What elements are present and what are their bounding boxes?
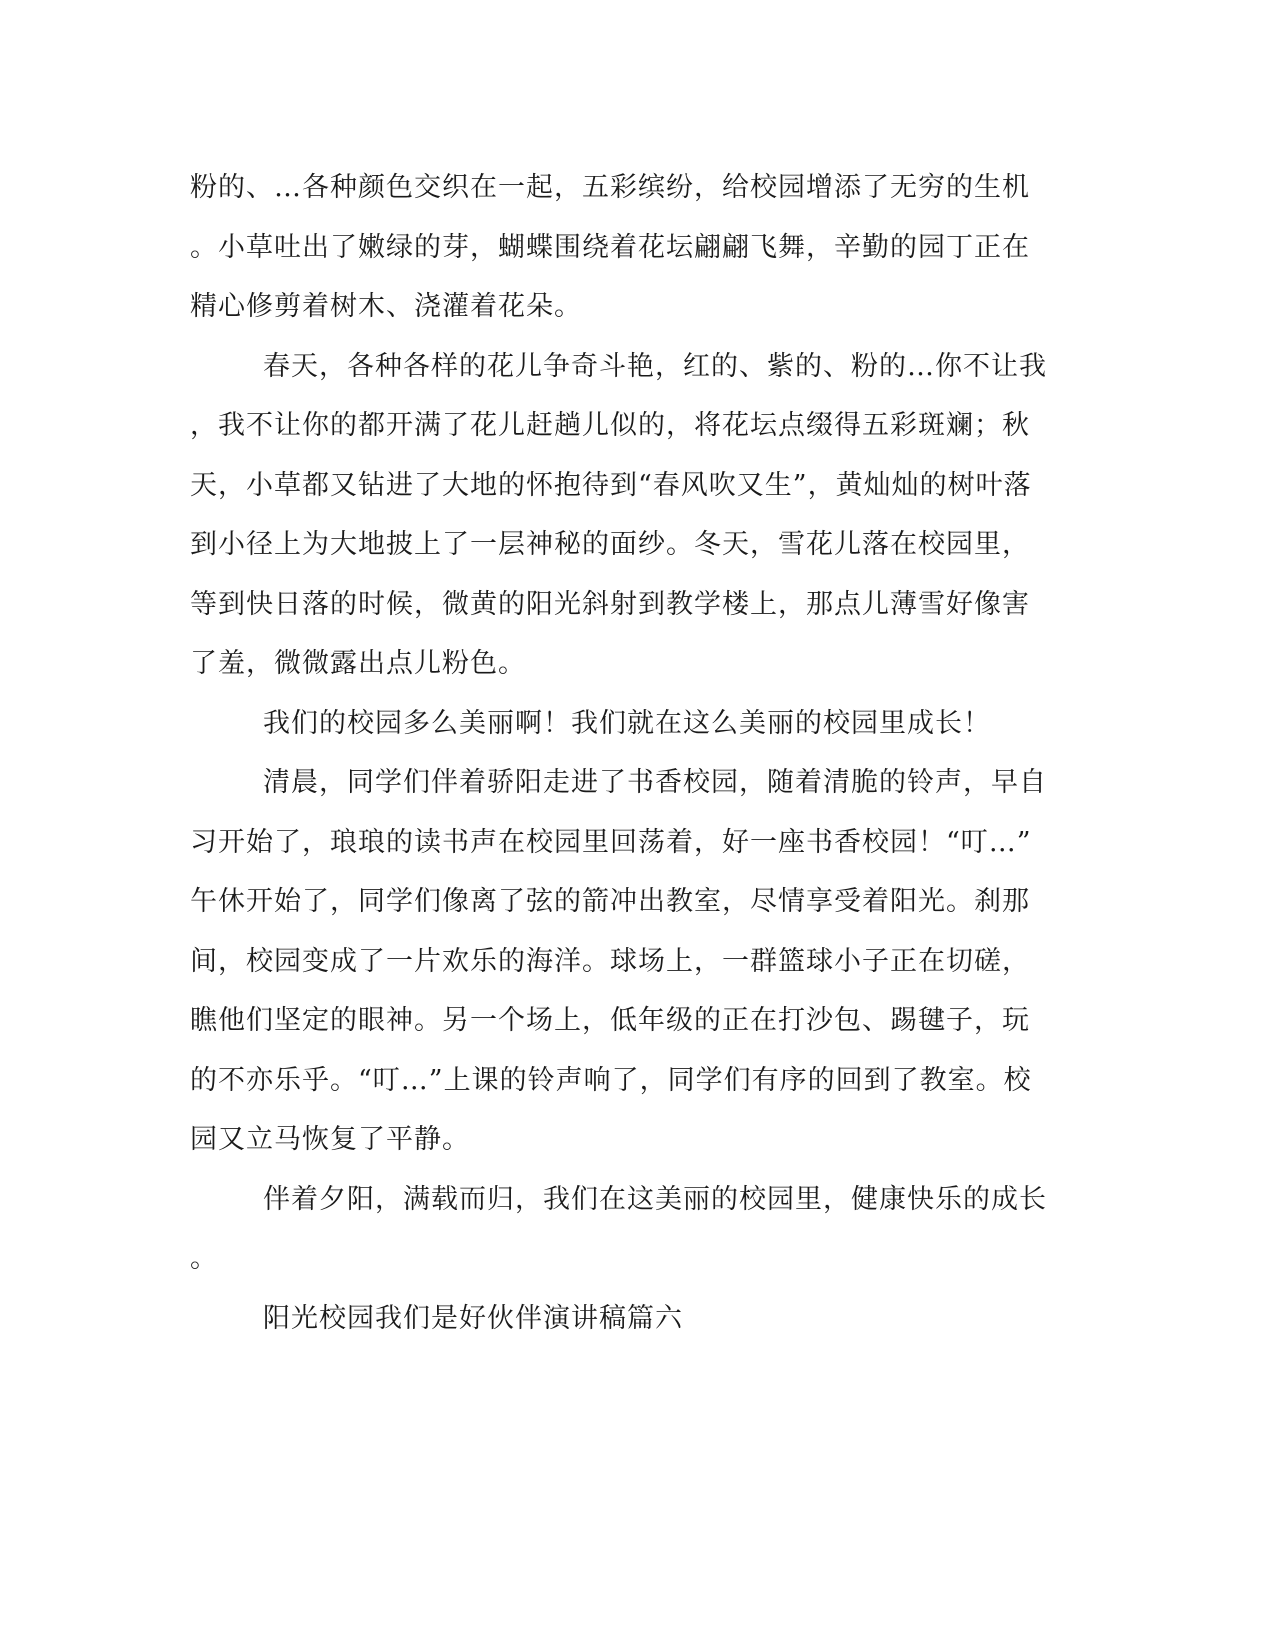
text-line: 习开始了，琅琅的读书声在校园里回荡着，好一座书香校园！“叮…”	[190, 826, 1032, 858]
document-body	[190, 158, 1070, 1348]
paragraph-start-line: 我们的校园多么美丽啊！我们就在这么美丽的校园里成长！	[263, 707, 991, 739]
text-line: 午休开始了，同学们像离了弦的箭冲出教室，尽情享受着阳光。刹那	[190, 886, 1030, 917]
text-line: 。	[190, 1243, 218, 1274]
text-line: 的不亦乐乎。“叮…”上课的铃声响了，同学们有序的回到了教室。校	[190, 1064, 1032, 1096]
text-line: 了羞，微微露出点儿粉色。	[190, 648, 526, 679]
text-line: 等到快日落的时候，微黄的阳光斜射到教学楼上，那点儿薄雪好像害	[190, 588, 1030, 620]
text-line: 到小径上为大地披上了一层神秘的面纱。冬天，雪花儿落在校园里，	[190, 529, 1030, 560]
paragraph-start-line: 伴着夕阳，满载而归，我们在这美丽的校园里，健康快乐的成长	[263, 1183, 1047, 1215]
paragraph-start-line: 春天，各种各样的花儿争奇斗艳，红的、紫的、粉的…你不让我	[263, 350, 1047, 382]
section-heading: 阳光校园我们是好伙伴演讲稿篇六	[263, 1302, 683, 1334]
text-line: 粉的、…各种颜色交织在一起，五彩缤纷，给校园增添了无穷的生机	[190, 172, 1030, 203]
paragraph-start-line: 清晨，同学们伴着骄阳走进了书香校园，随着清脆的铃声，早自	[263, 767, 1047, 798]
text-line: 。小草吐出了嫩绿的芽，蝴蝶围绕着花坛翩翩飞舞，辛勤的园丁正在	[190, 231, 1030, 263]
text-line: 间，校园变成了一片欢乐的海洋。球场上，一群篮球小子正在切磋，	[190, 945, 1030, 977]
text-line: ，我不让你的都开满了花儿赶趟儿似的，将花坛点缀得五彩斑斓；秋	[190, 410, 1030, 441]
text-line: 天，小草都又钻进了大地的怀抱待到“春风吹又生”，黄灿灿的树叶落	[190, 469, 1032, 501]
text-line: 精心修剪着树木、浇灌着花朵。	[190, 291, 582, 322]
text-line: 园又立马恢复了平静。	[190, 1124, 470, 1155]
text-line: 瞧他们坚定的眼神。另一个场上，低年级的正在打沙包、踢毽子，玩	[190, 1005, 1030, 1036]
